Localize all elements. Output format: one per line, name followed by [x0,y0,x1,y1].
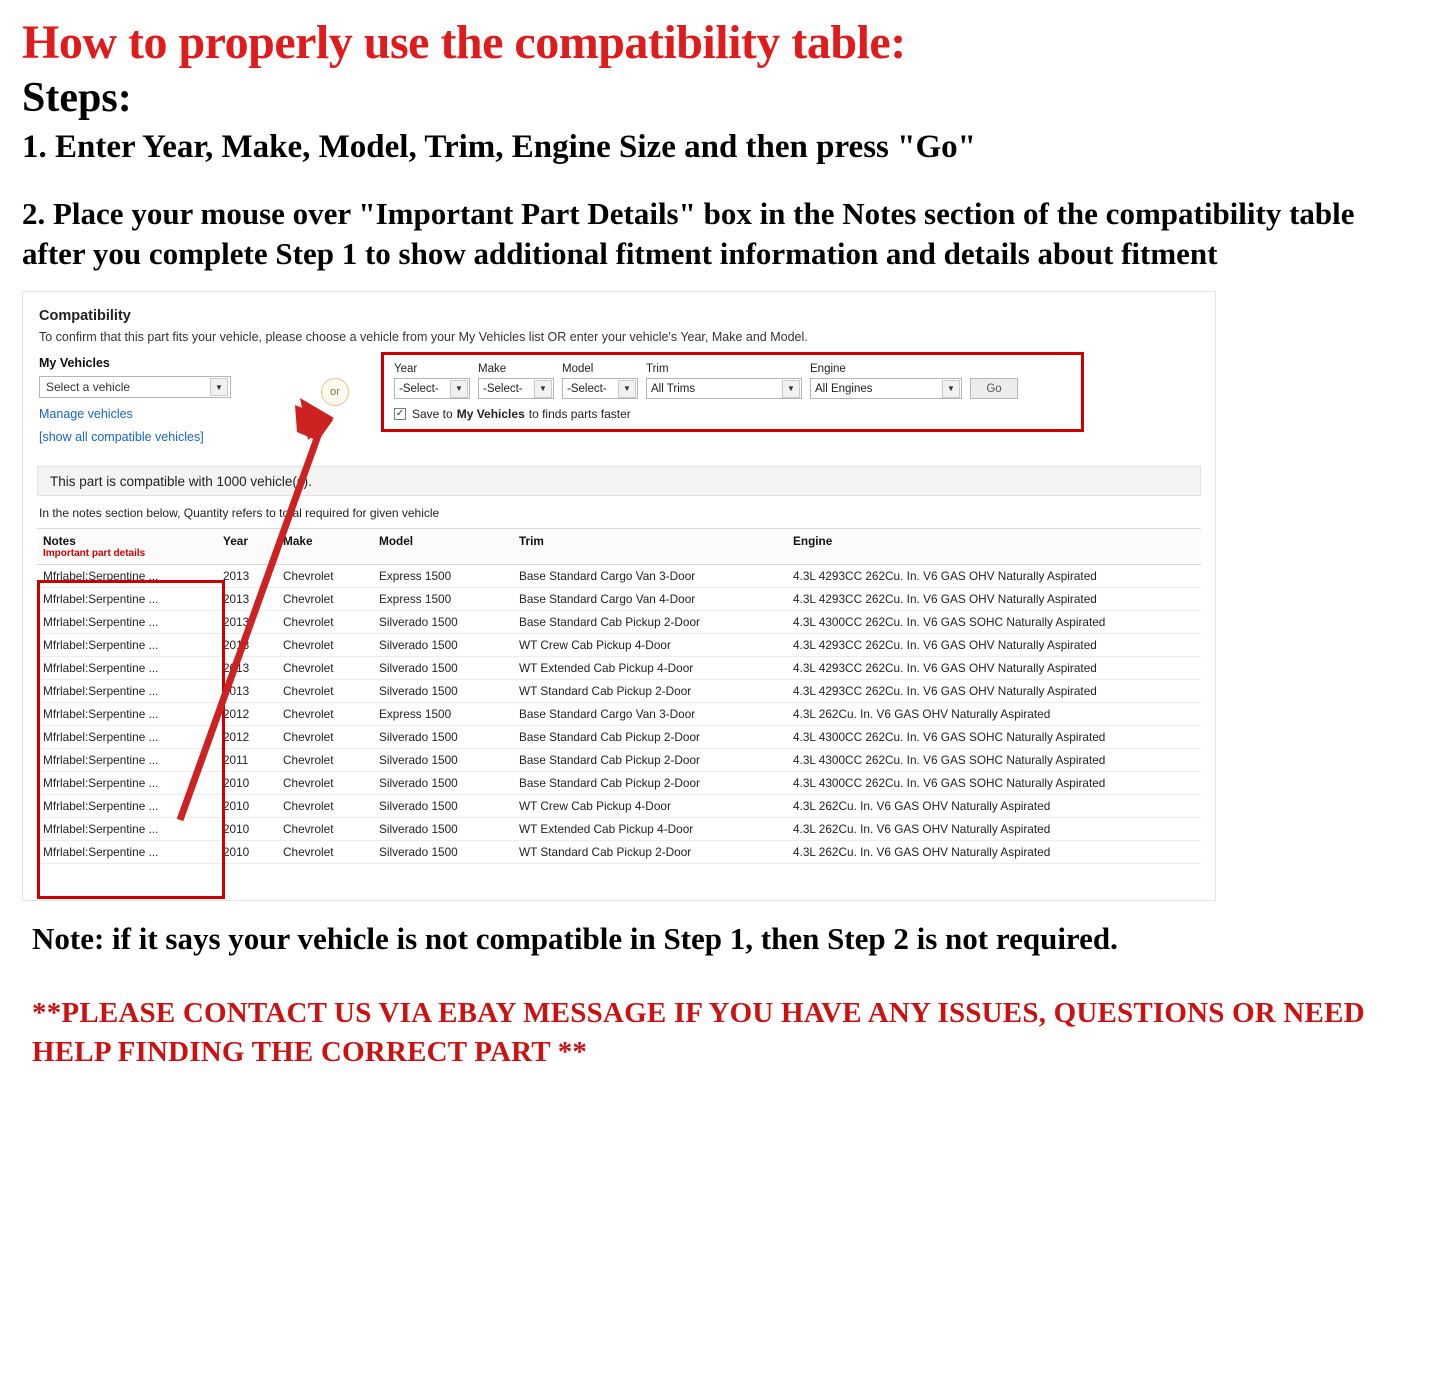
cell-model: Silverado 1500 [373,680,513,703]
cell-notes[interactable]: Mfrlabel:Serpentine ... [37,726,217,749]
cell-year: 2013 [217,611,277,634]
cell-trim: Base Standard Cab Pickup 2-Door [513,749,787,772]
year-field-wrap [394,363,470,399]
table-row [37,818,1201,841]
model-field-wrap [562,363,638,399]
cell-engine: 4.3L 4300CC 262Cu. In. V6 GAS SOHC Naturally Aspirated [787,749,1201,772]
table-row [37,703,1201,726]
cell-engine: 4.3L 262Cu. In. V6 GAS OHV Naturally Aspirated [787,703,1201,726]
vehicle-entry-highlight-box [381,352,1084,432]
cell-make: Chevrolet [277,841,373,864]
col-notes-sub: Important part details [43,548,146,560]
trim-value: All Trims [651,382,696,395]
col-year: Year [217,529,277,565]
save-to-my-vehicles-row [394,407,1071,421]
cell-make: Chevrolet [277,795,373,818]
cell-notes[interactable]: Mfrlabel:Serpentine ... [37,611,217,634]
cell-trim: WT Crew Cab Pickup 4-Door [513,795,787,818]
cell-notes[interactable]: Mfrlabel:Serpentine ... [37,749,217,772]
cell-year: 2013 [217,565,277,588]
cell-model: Silverado 1500 [373,611,513,634]
table-row [37,588,1201,611]
cell-model: Silverado 1500 [373,795,513,818]
step-2-text: 2. Place your mouse over "Important Part Details" box in the Notes section of the compatibility table after you complete Step 1 to show additional fitment information and details about fitment [22,196,1355,271]
vehicle-entry-row [37,356,1201,452]
chevron-down-icon: ▼ [210,378,228,396]
vehicle-select-value: Select a vehicle [46,380,131,395]
cell-trim: WT Extended Cab Pickup 4-Door [513,657,787,680]
table-row [37,565,1201,588]
cell-engine: 4.3L 262Cu. In. V6 GAS OHV Naturally Aspirated [787,795,1201,818]
model-select[interactable] [562,378,638,399]
table-row [37,772,1201,795]
cell-engine: 4.3L 4293CC 262Cu. In. V6 GAS OHV Naturally Aspirated [787,565,1201,588]
step-1-text: 1. Enter Year, Make, Model, Trim, Engine Size and then press "Go" [22,129,976,166]
col-notes-label: Notes [43,534,76,549]
col-engine: Engine [787,529,1201,565]
model-value: -Select- [567,382,607,395]
table-body [37,565,1201,864]
cell-make: Chevrolet [277,772,373,795]
or-separator [289,356,381,406]
cell-make: Chevrolet [277,703,373,726]
cell-notes[interactable]: Mfrlabel:Serpentine ... [37,657,217,680]
cell-engine: 4.3L 262Cu. In. V6 GAS OHV Naturally Aspirated [787,841,1201,864]
compatibility-table [37,528,1201,864]
cell-notes[interactable]: Mfrlabel:Serpentine ... [37,634,217,657]
compatibility-panel [22,291,1216,901]
my-vehicles-block [37,356,289,444]
cell-trim: Base Standard Cab Pickup 2-Door [513,772,787,795]
save-prefix-label: Save to [412,407,453,422]
cell-notes[interactable]: Mfrlabel:Serpentine ... [37,680,217,703]
chevron-down-icon: ▼ [942,380,960,398]
table-row [37,795,1201,818]
cell-make: Chevrolet [277,818,373,841]
cell-make: Chevrolet [277,749,373,772]
cell-model: Silverado 1500 [373,749,513,772]
cell-notes[interactable]: Mfrlabel:Serpentine ... [37,795,217,818]
make-select[interactable] [478,378,554,399]
cell-year: 2011 [217,749,277,772]
engine-value: All Engines [815,382,873,395]
trim-select[interactable] [646,378,802,399]
notes-hint-text: In the notes section below, Quantity refers to total required for given vehicle [39,506,440,521]
cell-year: 2010 [217,772,277,795]
cell-model: Express 1500 [373,703,513,726]
cell-trim: WT Standard Cab Pickup 2-Door [513,680,787,703]
col-model: Model [373,529,513,565]
cell-make: Chevrolet [277,588,373,611]
col-make: Make [277,529,373,565]
cell-engine: 4.3L 4300CC 262Cu. In. V6 GAS SOHC Naturally Aspirated [787,772,1201,795]
cell-make: Chevrolet [277,565,373,588]
cell-notes[interactable]: Mfrlabel:Serpentine ... [37,772,217,795]
cell-make: Chevrolet [277,680,373,703]
chevron-down-icon: ▼ [450,380,468,398]
cell-model: Silverado 1500 [373,657,513,680]
model-label: Model [562,363,594,376]
cell-model: Silverado 1500 [373,726,513,749]
cell-model: Express 1500 [373,588,513,611]
cell-trim: Base Standard Cargo Van 4-Door [513,588,787,611]
save-checkbox[interactable]: ✓ [395,408,405,420]
go-button[interactable]: Go [970,378,1018,399]
cell-year: 2013 [217,588,277,611]
cell-notes[interactable]: Mfrlabel:Serpentine ... [37,841,217,864]
cell-notes[interactable]: Mfrlabel:Serpentine ... [37,565,217,588]
table-row [37,841,1201,864]
cell-make: Chevrolet [277,634,373,657]
cell-model: Silverado 1500 [373,841,513,864]
cell-year: 2010 [217,818,277,841]
cell-model: Silverado 1500 [373,818,513,841]
cell-engine: 4.3L 4293CC 262Cu. In. V6 GAS OHV Naturally Aspirated [787,680,1201,703]
cell-year: 2013 [217,634,277,657]
chevron-down-icon: ▼ [618,380,636,398]
cell-make: Chevrolet [277,611,373,634]
table-row [37,657,1201,680]
cell-trim: Base Standard Cargo Van 3-Door [513,565,787,588]
vehicle-select[interactable] [39,376,231,398]
cell-year: 2012 [217,726,277,749]
cell-trim: WT Crew Cab Pickup 4-Door [513,634,787,657]
manage-vehicles-link[interactable]: Manage vehicles [39,407,133,422]
table-row [37,611,1201,634]
make-value: -Select- [483,382,523,395]
make-label: Make [478,363,507,376]
cell-notes[interactable]: Mfrlabel:Serpentine ... [37,818,217,841]
table-row [37,634,1201,657]
cell-engine: 4.3L 4293CC 262Cu. In. V6 GAS OHV Naturally Aspirated [787,657,1201,680]
engine-select[interactable] [810,378,962,399]
contact-text: **PLEASE CONTACT US VIA EBAY MESSAGE IF YOU HAVE ANY ISSUES, QUESTIONS OR NEED HELP FINDING THE CORRECT PART ** [32,996,1365,1068]
cell-trim: Base Standard Cab Pickup 2-Door [513,726,787,749]
trim-label: Trim [646,363,669,376]
cell-model: Silverado 1500 [373,634,513,657]
cell-model: Express 1500 [373,565,513,588]
year-select[interactable] [394,378,470,399]
cell-notes[interactable]: Mfrlabel:Serpentine ... [37,588,217,611]
table-row [37,680,1201,703]
compatibility-title: Compatibility [39,308,131,325]
cell-engine: 4.3L 4300CC 262Cu. In. V6 GAS SOHC Naturally Aspirated [787,611,1201,634]
show-all-compatible-link[interactable]: [show all compatible vehicles] [39,430,204,445]
cell-trim: WT Standard Cab Pickup 2-Door [513,841,787,864]
cell-year: 2010 [217,841,277,864]
chevron-down-icon: ▼ [534,380,552,398]
cell-trim: Base Standard Cargo Van 3-Door [513,703,787,726]
or-label: or [321,378,349,406]
compatible-count-banner: This part is compatible with 1000 vehicle(s). [37,466,1201,496]
table-row [37,749,1201,772]
engine-field-wrap [810,363,962,399]
cell-trim: WT Extended Cab Pickup 4-Door [513,818,787,841]
table-header-row [37,529,1201,565]
steps-heading: Steps: [22,75,132,122]
year-label: Year [394,363,418,376]
cell-engine: 4.3L 4293CC 262Cu. In. V6 GAS OHV Naturally Aspirated [787,588,1201,611]
cell-year: 2012 [217,703,277,726]
cell-trim: Base Standard Cab Pickup 2-Door [513,611,787,634]
cell-make: Chevrolet [277,726,373,749]
trim-field-wrap [646,363,802,399]
my-vehicles-label: My Vehicles [39,356,110,371]
vehicle-fields [394,363,1071,399]
cell-model: Silverado 1500 [373,772,513,795]
page-title: How to properly use the compatibility table: [22,16,906,69]
chevron-down-icon: ▼ [782,380,800,398]
save-suffix-label: to finds parts faster [528,407,631,422]
table-row [37,726,1201,749]
engine-label: Engine [810,363,846,376]
save-bold-label: My Vehicles [456,407,525,422]
cell-engine: 4.3L 4293CC 262Cu. In. V6 GAS OHV Naturally Aspirated [787,634,1201,657]
note-text: Note: if it says your vehicle is not compatible in Step 1, then Step 2 is not required. [32,921,1118,957]
make-field-wrap [478,363,554,399]
cell-year: 2010 [217,795,277,818]
year-value: -Select- [399,382,439,395]
cell-engine: 4.3L 4300CC 262Cu. In. V6 GAS SOHC Naturally Aspirated [787,726,1201,749]
compatibility-subtitle: To confirm that this part fits your vehicle, please choose a vehicle from your My Vehicles list OR enter your vehicle's Year, Make and Model. [39,330,808,345]
cell-year: 2013 [217,680,277,703]
cell-make: Chevrolet [277,657,373,680]
cell-engine: 4.3L 262Cu. In. V6 GAS OHV Naturally Aspirated [787,818,1201,841]
cell-year: 2013 [217,657,277,680]
cell-notes[interactable]: Mfrlabel:Serpentine ... [37,703,217,726]
col-trim: Trim [513,529,787,565]
col-notes [37,529,217,565]
